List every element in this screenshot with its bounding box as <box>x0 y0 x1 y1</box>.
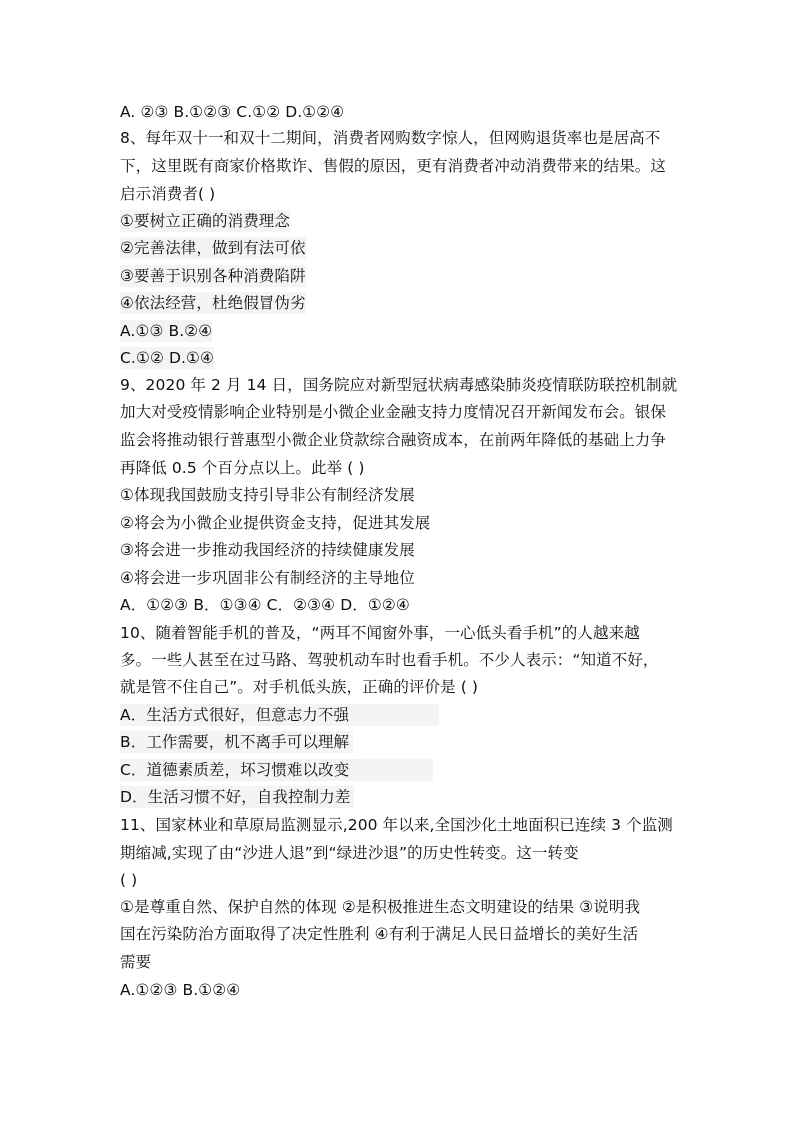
q11-statements-line-2: 国在污染防治方面取得了决定性胜利 ④有利于满足人民日益增长的美好生活 <box>120 925 639 943</box>
q8-options-row-2: C.①② D.①④ <box>120 349 215 367</box>
q10-option-c: C．道德素质差，坏习惯难以改变 <box>120 759 433 781</box>
q9-stem-line-2: 加大对受疫情影响企业特别是小微企业金融支持力度情况召开新闻发布会。银保 <box>120 403 667 421</box>
q8-statement-3: ③要善于识别各种消费陷阱 <box>120 267 306 285</box>
q9-stem-line-3: 监会将推动银行普惠型小微企业贷款综合融资成本，在前两年降低的基础上力争 <box>120 431 667 449</box>
q8-stem-line-2: 下，这里既有商家价格欺诈、售假的原因，更有消费者冲动消费带来的结果。这 <box>120 157 667 175</box>
q7-answer-options: A. ②③ B.①②③ C.①② D.①②④ <box>120 103 345 121</box>
q9-statement-1: ①体现我国鼓励支持引导非公有制经济发展 <box>120 486 415 504</box>
q8-statement-2: ②完善法律，做到有法可依 <box>120 239 306 257</box>
q8-stem-line-3: 启示消费者( ) <box>120 185 216 203</box>
q10-option-a: A．生活方式很好，但意志力不强 <box>120 704 439 726</box>
q11-statements-line-1: ①是尊重自然、保护自然的体现 ②是积极推进生态文明建设的结果 ③说明我 <box>120 898 641 916</box>
q11-statements-line-3: 需要 <box>120 953 152 971</box>
q8-stem-line-1: 8、每年双十一和双十二期间，消费者网购数字惊人，但网购退货率也是居高不 <box>120 129 661 147</box>
q10-stem-line-2: 多。一些人甚至在过马路、驾驶机动车时也看手机。不少人表示：“知道不好， <box>120 651 659 669</box>
q9-answer-options: A．①②③ B．①③④ C．②③④ D．①②④ <box>120 596 410 614</box>
q11-stem-line-3: ( ) <box>120 871 138 889</box>
q10-option-d: D．生活习惯不好，自我控制力差 <box>120 786 354 808</box>
q8-statement-1: ①要树立正确的消费理念 <box>120 212 290 230</box>
q10-stem-line-1: 10、随着智能手机的普及，“两耳不闻窗外事，一心低头看手机”的人越来越 <box>120 624 640 642</box>
q11-answer-options: A.①②③ B.①②④ <box>120 981 241 999</box>
q10-stem-line-3: 就是管不住自己”。对手机低头族，正确的评价是 ( ) <box>120 678 479 696</box>
q9-stem-line-1: 9、2020 年 2 月 14 日，国务院应对新型冠状病毒感染肺炎疫情联防联控机制就 <box>120 376 678 394</box>
q8-statement-4: ④依法经营，杜绝假冒伪劣 <box>120 294 306 312</box>
q9-stem-line-4: 再降低 0.5 个百分点以上。此举 ( ) <box>120 459 365 477</box>
q9-statement-4: ④将会进一步巩固非公有制经济的主导地位 <box>120 569 415 587</box>
q11-stem-line-1: 11、国家林业和草原局监测显示,200 年以来,全国沙化土地面积已连续 3 个监测 <box>120 816 673 834</box>
q11-stem-line-2: 期缩减,实现了由“沙进人退”到“绿进沙退”的历史性转变。这一转变 <box>120 844 579 862</box>
q9-statement-2: ②将会为小微企业提供资金支持，促进其发展 <box>120 514 431 532</box>
q8-options-row-1: A.①③ B.②④ <box>120 322 213 340</box>
q9-statement-3: ③将会进一步推动我国经济的持续健康发展 <box>120 541 415 559</box>
q10-option-b: B．工作需要，机不离手可以理解 <box>120 731 353 753</box>
